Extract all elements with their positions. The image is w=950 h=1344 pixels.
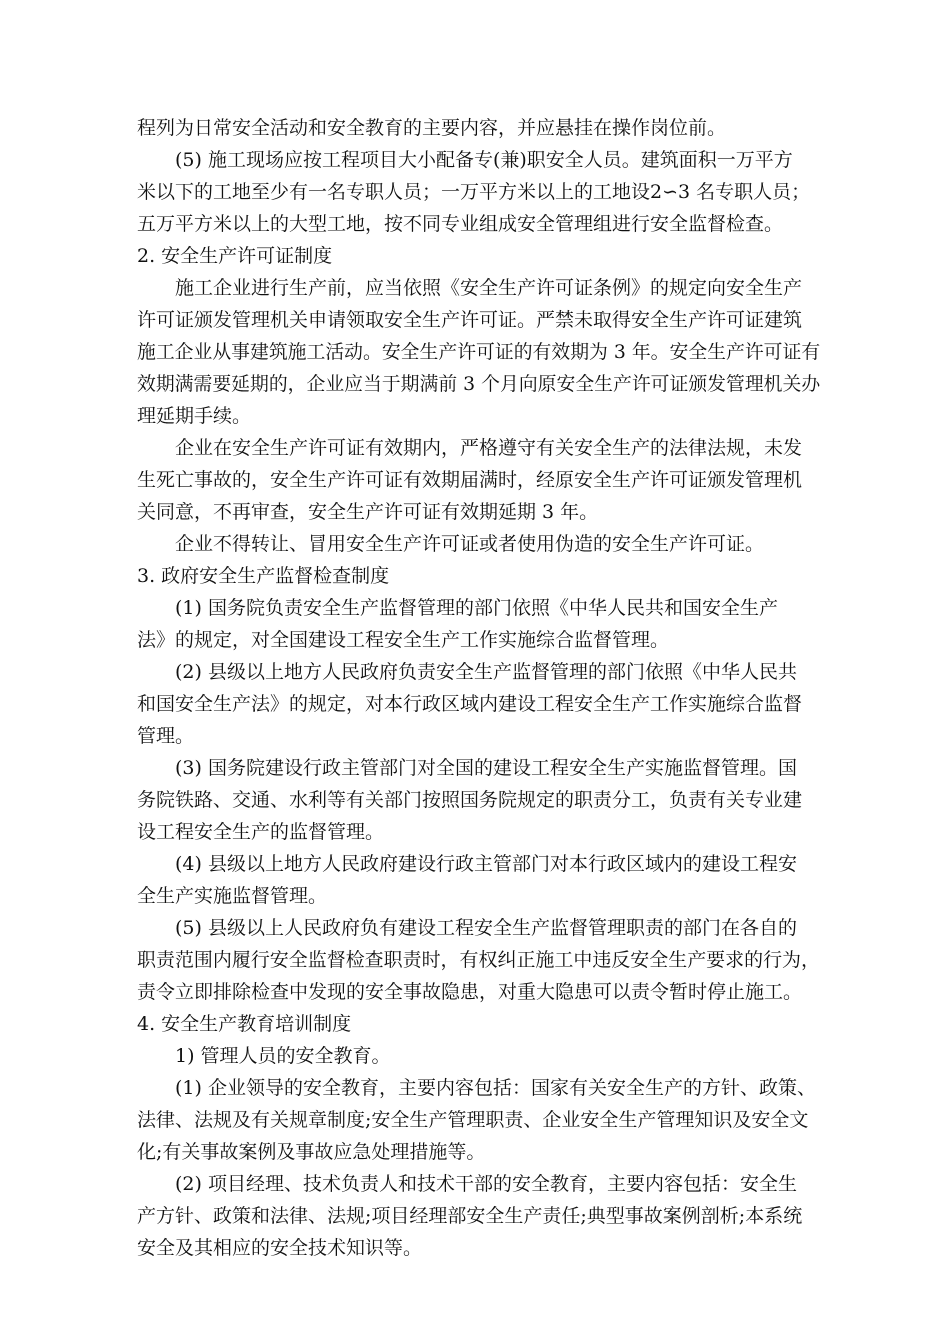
text-line: (2) 县级以上地方人民政府负责安全生产监督管理的部门依照《中华人民共 <box>175 661 797 683</box>
section-heading: 2. 安全生产许可证制度 <box>137 245 333 267</box>
text-line: (4) 县级以上地方人民政府建设行政主管部门对本行政区域内的建设工程安 <box>175 853 797 875</box>
text-line: (5) 施工现场应按工程项目大小配备专(兼)职安全人员。建筑面积一万平方 <box>175 149 793 171</box>
text-line: 效期满需要延期的，企业应当于期满前 3 个月向原安全生产许可证颁发管理机关办 <box>137 373 821 395</box>
text-line: 安全及其相应的安全技术知识等。 <box>137 1237 423 1259</box>
text-line: (1) 企业领导的安全教育，主要内容包括：国家有关安全生产的方针、政策、 <box>175 1077 816 1099</box>
section-heading: 3. 政府安全生产监督检查制度 <box>137 565 390 587</box>
text-line: 职责范围内履行安全监督检查职责时，有权纠正施工中违反安全生产要求的行为， <box>137 949 821 971</box>
text-line: 全生产实施监督管理。 <box>137 885 328 907</box>
text-line: 化;有关事故案例及事故应急处理措施等。 <box>137 1141 486 1163</box>
section-heading: 4. 安全生产教育培训制度 <box>137 1013 352 1035</box>
text-line: (3) 国务院建设行政主管部门对全国的建设工程安全生产实施监督管理。国 <box>175 757 797 779</box>
text-line: 管理。 <box>137 725 195 747</box>
text-line: 关同意，不再审查，安全生产许可证有效期延期 3 年。 <box>137 501 599 523</box>
text-line: 设工程安全生产的监督管理。 <box>137 821 385 843</box>
text-line: 法律、法规及有关规章制度;安全生产管理职责、企业安全生产管理知识及安全文 <box>137 1109 809 1131</box>
text-line: 五万平方米以上的大型工地，按不同专业组成安全管理组进行安全监督检查。 <box>137 213 784 235</box>
text-line: 企业不得转让、冒用安全生产许可证或者使用伪造的安全生产许可证。 <box>175 533 765 555</box>
text-line: 许可证颁发管理机关申请领取安全生产许可证。严禁未取得安全生产许可证建筑 <box>137 309 803 331</box>
text-line: 企业在安全生产许可证有效期内，严格遵守有关安全生产的法律法规，未发 <box>175 437 803 459</box>
text-line: 务院铁路、交通、水利等有关部门按照国务院规定的职责分工，负责有关专业建 <box>137 789 803 811</box>
text-line: 和国安全生产法》的规定，对本行政区域内建设工程安全生产工作实施综合监督 <box>137 693 803 715</box>
text-line: 责令立即排除检查中发现的安全事故隐患，对重大隐患可以责令暂时停止施工。 <box>137 981 803 1003</box>
text-line: (5) 县级以上人民政府负有建设工程安全生产监督管理职责的部门在各自的 <box>175 917 797 939</box>
text-line: (1) 国务院负责安全生产监督管理的部门依照《中华人民共和国安全生产 <box>175 597 778 619</box>
text-line: 程列为日常安全活动和安全教育的主要内容，并应悬挂在操作岗位前。 <box>137 117 727 139</box>
text-line: 1) 管理人员的安全教育。 <box>175 1045 391 1067</box>
text-line: 理延期手续。 <box>137 405 252 427</box>
text-line: 生死亡事故的，安全生产许可证有效期届满时，经原安全生产许可证颁发管理机 <box>137 469 803 491</box>
text-line: 施工企业从事建筑施工活动。安全生产许可证的有效期为 3 年。安全生产许可证有 <box>137 341 821 363</box>
text-line: (2) 项目经理、技术负责人和技术干部的安全教育，主要内容包括：安全生 <box>175 1173 797 1195</box>
text-line: 产方针、政策和法律、法规;项目经理部安全生产责任;典型事故案例剖析;本系统 <box>137 1205 803 1227</box>
text-line: 法》的规定，对全国建设工程安全生产工作实施综合监督管理。 <box>137 629 670 651</box>
text-line: 施工企业进行生产前，应当依照《安全生产许可证条例》的规定向安全生产 <box>175 277 803 299</box>
text-line: 米以下的工地至少有一名专职人员；一万平方米以上的工地设2∽3 名专职人员； <box>137 181 811 203</box>
